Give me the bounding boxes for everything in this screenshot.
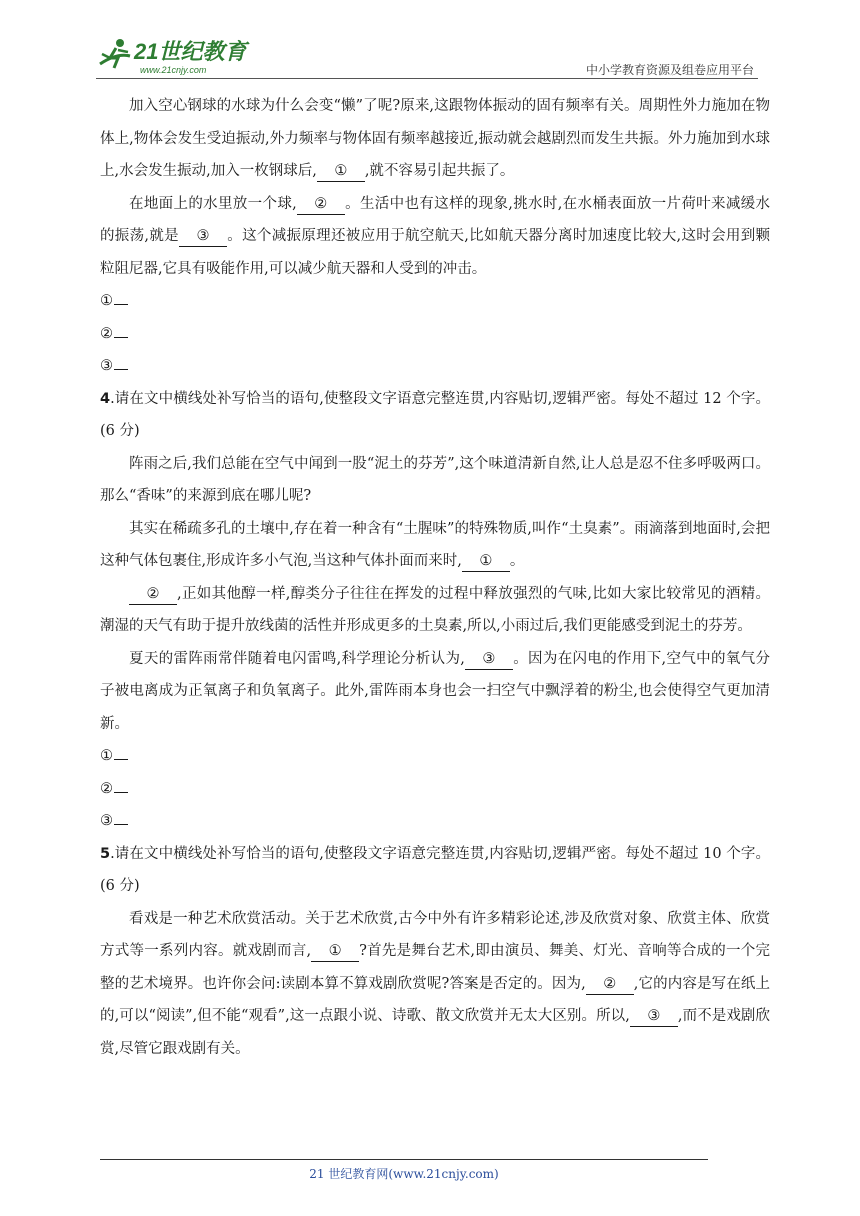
- page-header: [96, 34, 758, 80]
- blank-3[interactable]: ③: [465, 649, 513, 670]
- q4-paragraph-4: 夏天的雷阵雨常伴随着电闪雷鸣,科学理论分析认为, ③ 。因为在闪电的作用下,空气中的氧气分子被电离成为正氧离子和负氧离子。此外,雷阵雨本身也会一扫空气中飘浮着的粉尘,也会使得空气更加清新。: [100, 650, 771, 732]
- blank-3[interactable]: ③: [179, 226, 227, 247]
- q5-question: 5.请在文中横线处补写恰当的语句,使整段文字语意完整连贯,内容贴切,逻辑严密。每处不超过 10 个字。(6 分): [100, 845, 770, 894]
- answer-line-1[interactable]: ①: [100, 285, 770, 318]
- q5-paragraph-1: 看戏是一种艺术欣赏活动。关于艺术欣赏,古今中外有许多精彩论述,涉及欣赏对象、欣赏主体、欣赏方式等一系列内容。就戏剧而言, ① ?首先是舞台艺术,即由演员、舞美、灯光、音响等合成的一个完整的艺术境界。也许你会问:读剧本算不算戏剧欣赏呢?答案是否定的。因为, ② ,它的内容是写在纸上的,可以“阅读”,但不能“观看”,这一点跟小说、诗歌、散文欣赏并无太大区别。所以, ③ ,而不是戏剧欣赏,尽管它跟戏剧有关。: [100, 910, 771, 1057]
- blank-1[interactable]: ①: [462, 551, 510, 572]
- logo-text: 21世纪教育: [134, 39, 247, 64]
- answer-line-3[interactable]: ③: [100, 350, 770, 383]
- blank-2[interactable]: ②: [129, 584, 177, 605]
- blank-1[interactable]: ①: [317, 161, 365, 182]
- logo-url: www.21cnjy.com: [140, 65, 207, 75]
- q4-paragraph-2: 其实在稀疏多孔的土壤中,存在着一种含有“土腥味”的特殊物质,叫作“土臭素”。雨滴落到地面时,会把这种气体包裹住,形成许多小气泡,当这种气体扑面而来时, ① 。: [100, 513, 770, 578]
- header-divider: [96, 78, 758, 79]
- footer-link[interactable]: 21 世纪教育网(www.21cnjy.com): [309, 1167, 499, 1181]
- q3-paragraph-1: 加入空心钢球的水球为什么会变“懒”了呢?原来,这跟物体振动的固有频率有关。周期性外力施加在物体上,物体会发生受迫振动,外力频率与物体固有频率越接近,振动就会越剧烈而发生共振。外力施加到水球上,水会发生振动,加入一枚钢球后, ① ,就不容易引起共振了。: [100, 90, 770, 188]
- blank-2[interactable]: ②: [297, 194, 345, 215]
- footer-divider: [100, 1159, 708, 1160]
- answer-line-1[interactable]: ①: [100, 740, 770, 773]
- blank-2[interactable]: ②: [586, 974, 634, 995]
- q4-paragraph-1: 阵雨之后,我们总能在空气中闻到一股“泥土的芬芳”,这个味道清新自然,让人总是忍不住多呼吸两口。那么“香味”的来源到底在哪儿呢?: [100, 455, 770, 504]
- answer-line-2[interactable]: ②: [100, 318, 770, 351]
- q4-paragraph-3: ② ,正如其他醇一样,醇类分子往往在挥发的过程中释放强烈的气味,比如大家比较常见的酒精。潮湿的天气有助于提升放线菌的活性并形成更多的土臭素,所以,小雨过后,我们更能感受到泥土的芬芳。: [100, 585, 770, 634]
- document-body: [100, 90, 770, 1065]
- blank-1[interactable]: ①: [311, 941, 359, 962]
- q3-paragraph-2: 在地面上的水里放一个球, ② 。生活中也有这样的现象,挑水时,在水桶表面放一片荷叶来减缓水的振荡,就是 ③ 。这个减振原理还被应用于航空航天,比如航天器分离时加速度比较大,这时会用到颗粒阻尼器,它具有吸能作用,可以减少航天器和人受到的冲击。: [100, 195, 771, 277]
- answer-line-3[interactable]: ③: [100, 805, 770, 838]
- answer-line-2[interactable]: ②: [100, 773, 770, 806]
- q4-question: 4.请在文中横线处补写恰当的语句,使整段文字语意完整连贯,内容贴切,逻辑严密。每处不超过 12 个字。(6 分): [100, 390, 770, 439]
- logo: [96, 34, 266, 78]
- platform-name: 中小学教育资源及组卷应用平台: [585, 63, 754, 77]
- blank-3[interactable]: ③: [630, 1006, 678, 1027]
